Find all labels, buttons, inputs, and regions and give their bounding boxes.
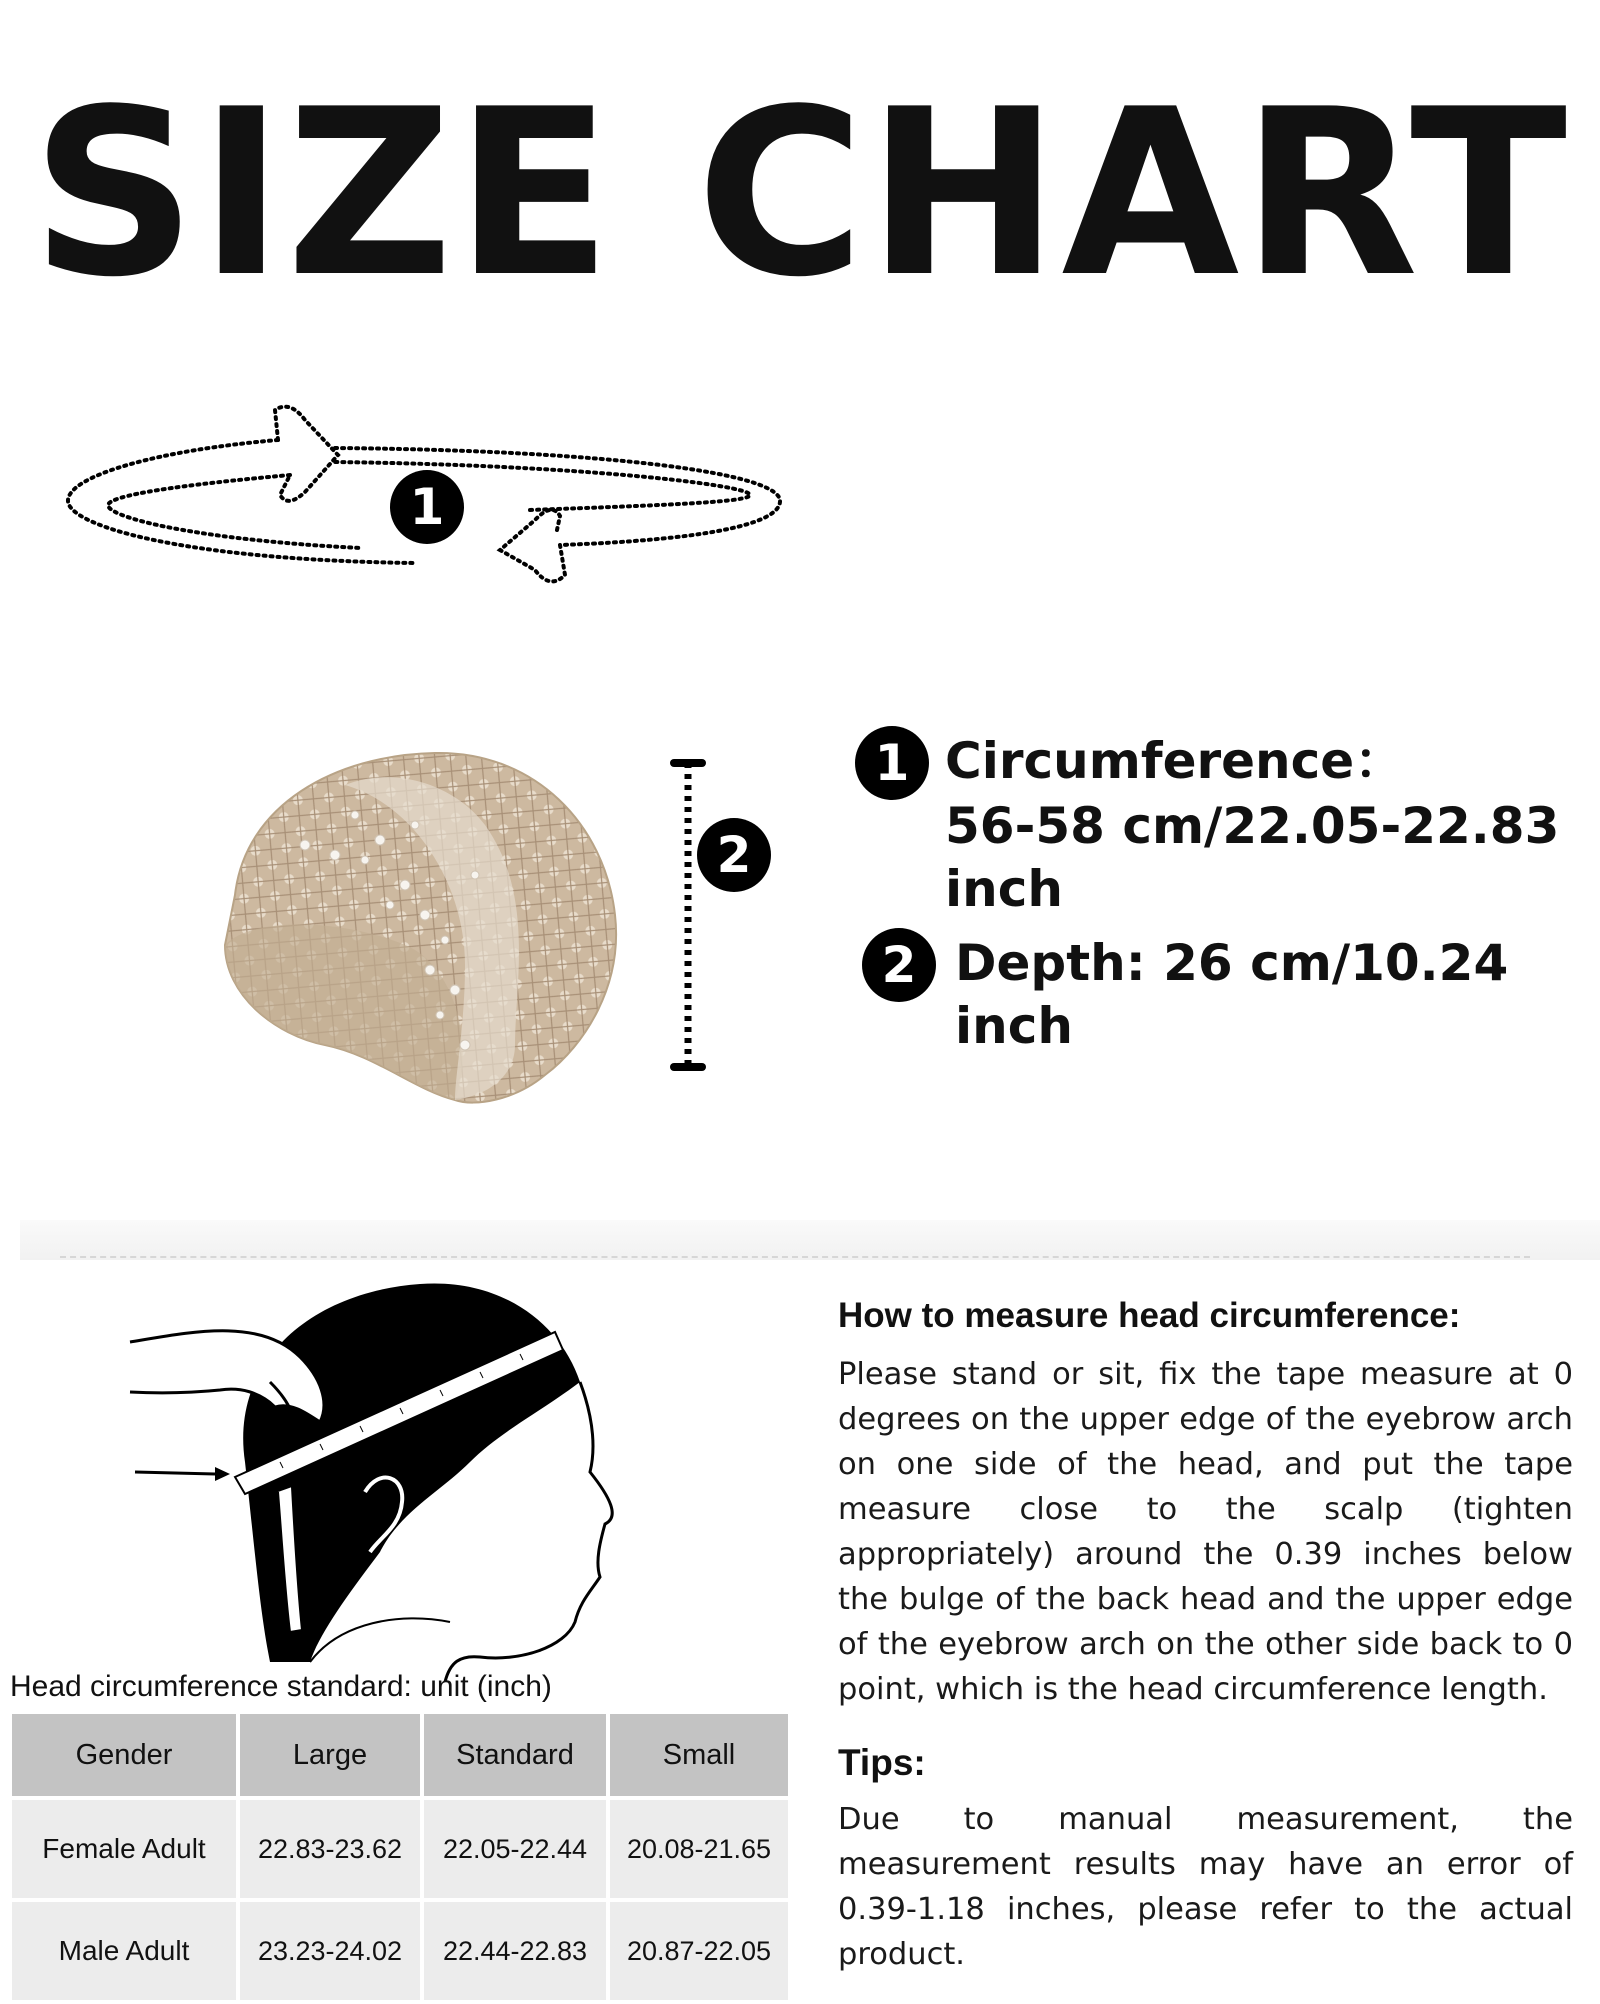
- table-header-cell: Small: [610, 1714, 788, 1796]
- depth-badge: 2: [697, 818, 771, 892]
- tips-heading: Tips:: [838, 1742, 926, 1783]
- hat-image: [215, 745, 625, 1115]
- table-row: [12, 1902, 788, 2000]
- circumference-value: 56-58 cm/22.05-22.83 inch: [945, 797, 1560, 918]
- page-title: SIZE CHART: [30, 61, 1570, 328]
- size-table: [8, 1710, 792, 2004]
- howto-heading: How to measure head circumference:: [838, 1296, 1461, 1335]
- table-row: [12, 1800, 788, 1898]
- section-divider: [20, 1220, 1600, 1260]
- table-cell: 23.23-24.02: [240, 1902, 420, 2000]
- head-measuring-illustration: [20, 1262, 790, 1682]
- table-header-cell: Standard: [424, 1714, 606, 1796]
- circumference-label: Circumference：: [945, 732, 1405, 790]
- howto-body: Please stand or sit, fix the tape measure at 0 degrees on the upper edge of the eyebrow arch on one side of the head, and put the tape measure close to the scalp (tighten appropriately) around the 0.39 inches below the bulge of the back head and the upper edge of the eyebrow arch on the other side back to 0 point, which is the head circumference length.: [838, 1357, 1573, 1707]
- spec-badge: 1: [855, 726, 929, 800]
- tips-body: Due to manual measurement, the measurement results may have an error of 0.39-1.18 inches, please refer to the actual product.: [838, 1802, 1573, 1972]
- depth-label: Depth: 26 cm/10.24 inch: [955, 934, 1509, 1055]
- table-header-cell: Large: [240, 1714, 420, 1796]
- table-row-label: Male Adult: [12, 1902, 236, 2000]
- dashed-divider: [60, 1256, 1530, 1258]
- table-header-cell: Gender: [12, 1714, 236, 1796]
- table-caption: Head circumference standard: unit (inch): [10, 1670, 552, 1703]
- table-row-label: Female Adult: [12, 1800, 236, 1898]
- circumference-badge: 1: [390, 470, 464, 544]
- table-header-row: [12, 1714, 788, 1796]
- spec-badge: 2: [862, 928, 936, 1002]
- table-cell: 20.87-22.05: [610, 1902, 788, 2000]
- table-cell: 20.08-21.65: [610, 1800, 788, 1898]
- table-cell: 22.05-22.44: [424, 1800, 606, 1898]
- table-cell: 22.83-23.62: [240, 1800, 420, 1898]
- depth-ruler-icon: [660, 755, 720, 1075]
- table-cell: 22.44-22.83: [424, 1902, 606, 2000]
